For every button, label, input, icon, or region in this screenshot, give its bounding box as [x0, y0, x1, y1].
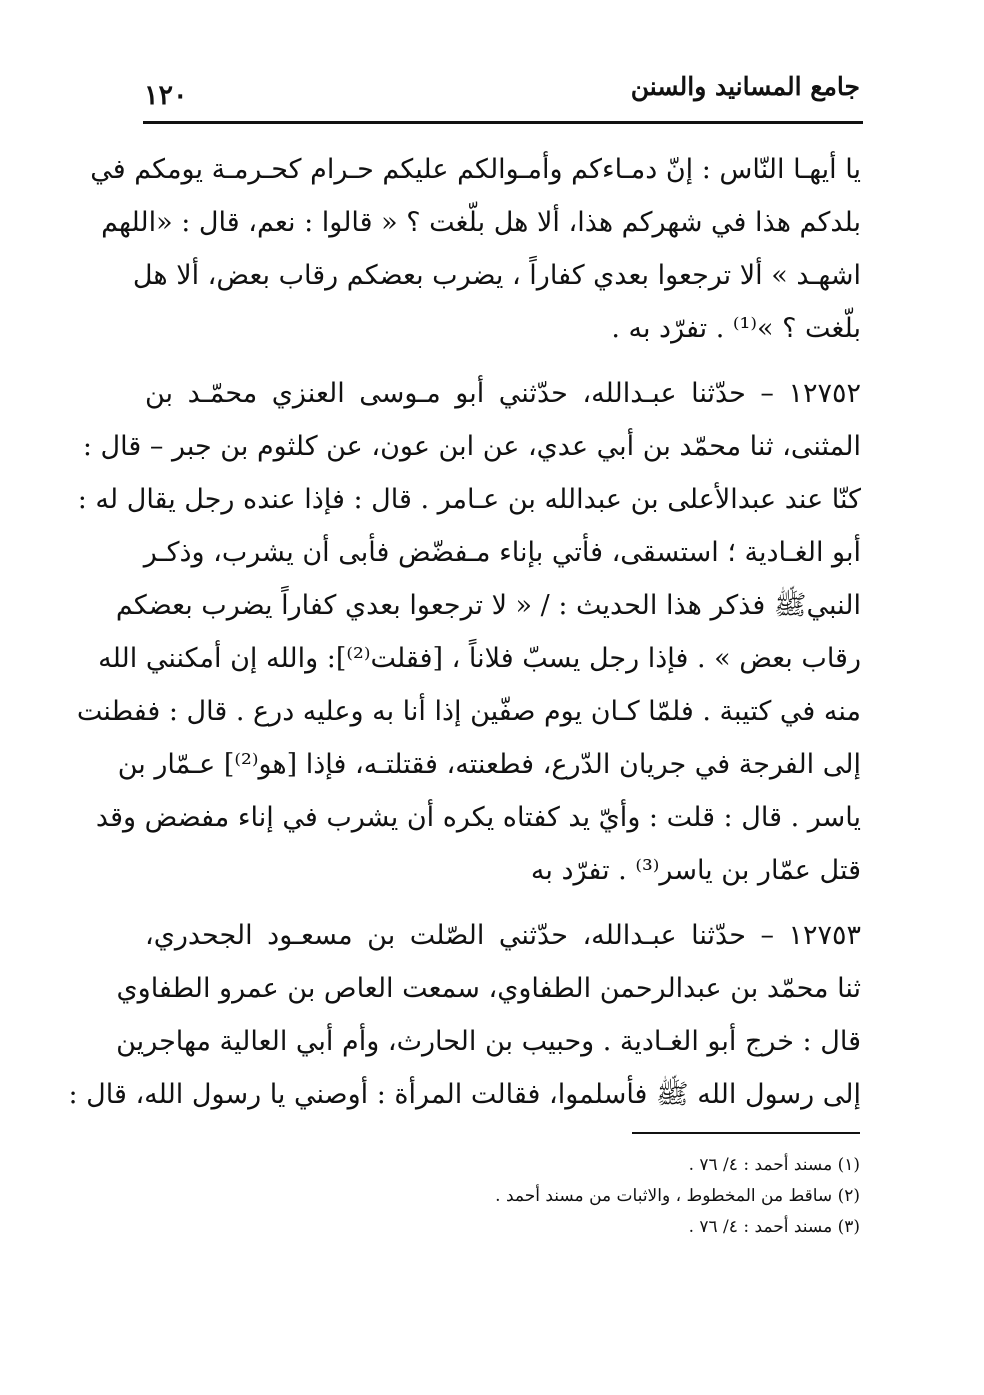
- footnotes: [300, 1150, 860, 1243]
- text-line: أبو الغـادية ؛ استسقى، فأتي بإناء مـفضّض فأبى أن يشرب، وذكـر: [143, 537, 861, 568]
- text-line: بلّغت ؟ »⁽¹⁾ . تفرّد به .: [611, 313, 861, 344]
- footnote-separator: [632, 1132, 860, 1134]
- page-number: ١٢٠: [144, 80, 188, 111]
- text-line: ١٢٧٥٢ – حدّثنا عبـدالله، حدّثني أبو مـوسى العنزي محمّـد بن: [145, 378, 861, 409]
- footnote: (٣) مسند أحمد : ٤/ ٧٦ .: [688, 1217, 860, 1237]
- text-line: قال : خرج أبو الغـادية . وحبيب بن الحارث، وأم أبي العالية مهاجرين: [116, 1026, 861, 1057]
- text-line: إلى رسول الله ﷺ فأسلموا، فقالت المرأة : أوصني يا رسول الله، قال :: [68, 1079, 861, 1110]
- running-title: جامع المسانيد والسنن: [630, 72, 860, 101]
- text-line: يا أيهـا النّاس : إنّ دمـاءكم وأمـوالكم عليكم حـرام كحـرمـة يومكم في: [90, 154, 861, 185]
- text-line: ثنا محمّد بن عبدالرحمن الطفاوي، سمعت العاص بن عمرو الطفاوي: [116, 973, 861, 1004]
- text-line: ياسر . قال : قلت : وأيّ يد كفتاه يكره أن يشرب في إناء مفضض وقد: [95, 802, 861, 833]
- main-text: [68, 143, 861, 1121]
- footnote: (١) مسند أحمد : ٤/ ٧٦ .: [688, 1155, 860, 1175]
- paragraph-gap: [145, 355, 861, 367]
- text-line: إلى الفرجة في جريان الدّرع، فطعنته، فقتلتـه، فإذا [هو⁽²⁾] عـمّار بن: [117, 749, 861, 780]
- text-line: المثنى، ثنا محمّد بن أبي عدي، عن ابن عون، عن كلثوم بن جبر – قال :: [82, 431, 861, 462]
- text-line: منه في كتيبة . فلمّا كـان يوم صفّين إذا أنا به وعليه درع . قال : ففطنت: [76, 696, 861, 727]
- header-rule: [143, 121, 863, 124]
- text-line: اشهـد » ألا ترجعوا بعدي كفاراً ، يضرب بعضكم رقاب بعض، ألا هل: [132, 260, 861, 291]
- footnote: (٢) ساقط من المخطوط ، والاثبات من مسند أحمد .: [495, 1186, 860, 1206]
- text-line: كنّا عند عبدالأعلى بن عبدالله بن عـامر . قال : فإذا عنده رجل يقال له :: [77, 484, 861, 515]
- text-line: ١٢٧٥٣ – حدّثنا عبـدالله، حدّثني الصّلت بن مسعـود الجحدري،: [145, 920, 861, 951]
- page-header: [140, 62, 860, 118]
- text-line: النبيﷺ فذكر هذا الحديث : / « لا ترجعوا بعدي كفاراً يضرب بعضكم: [115, 590, 861, 621]
- paragraph-gap: [145, 897, 861, 909]
- text-line: بلدكم هذا في شهركم هذا، ألا هل بلّغت ؟ « قالوا : نعم، قال : «اللهم: [101, 207, 861, 238]
- text-line: رقاب بعض » . فإذا رجل يسبّ فلاناً ، [فقلت⁽²⁾]: والله إن أمكنني الله: [98, 643, 861, 674]
- text-line: قتل عمّار بن ياسر⁽³⁾ . تفرّد به: [530, 855, 861, 886]
